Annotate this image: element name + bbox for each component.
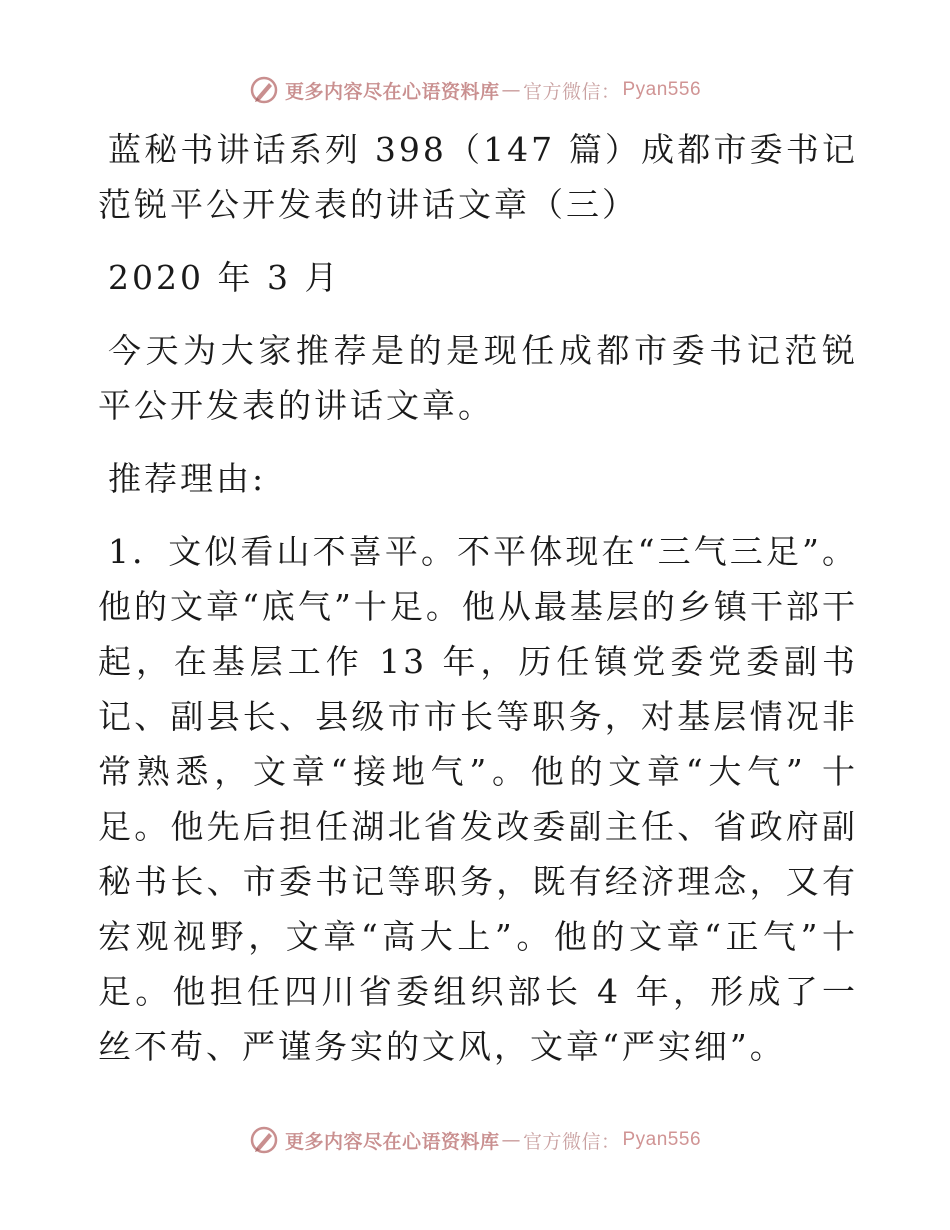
- reason-heading: 推荐理由:: [108, 459, 267, 498]
- watermark-separator: —: [501, 1129, 521, 1151]
- watermark-site-text: 更多内容尽在心语资料库: [284, 1130, 500, 1153]
- pen-logo-icon: [249, 75, 279, 105]
- watermark-footer: [0, 1120, 950, 1160]
- watermark-header: [0, 70, 950, 110]
- intro-paragraph: 今天为大家推荐是的是现任成都市委书记范锐平公开发表的讲话文章。: [98, 331, 858, 425]
- watermark-label: 官方微信：: [522, 1130, 621, 1153]
- watermark-wechat-id: Pyan556: [622, 1129, 702, 1150]
- watermark-wechat-id: Pyan556: [622, 79, 702, 100]
- document-title: 蓝秘书讲话系列 398（147 篇）成都市委书记范锐平公开发表的讲话文章（三）: [98, 130, 858, 224]
- reason-paragraph-1: 1．文似看山不喜平。不平体现在“三气三足”。他的文章“底气”十足。他从最基层的乡镇干部干起，在基层工作 13 年，历任镇党委党委副书记、副县长、县级市市长等职务，对基层情况非常熟悉，文章“接地气”。他的文章“大气” 十足。他先后担任湖北省发改委副主任、省政府副秘书长、市委书记等职务，既有经济理念，又有宏观视野，文章“高大上”。他的文章“正气”十足。他担任四川省委组织部长 4 年，形成了一丝不苟、严谨务实的文风，文章“严实细”。: [98, 532, 858, 1066]
- pen-logo-icon: [249, 1125, 279, 1155]
- watermark-separator: —: [501, 79, 521, 101]
- watermark-site-text: 更多内容尽在心语资料库: [284, 80, 500, 103]
- watermark-label: 官方微信：: [522, 80, 621, 103]
- document-date: 2020 年 3 月: [108, 258, 341, 297]
- document-body: [98, 122, 858, 1074]
